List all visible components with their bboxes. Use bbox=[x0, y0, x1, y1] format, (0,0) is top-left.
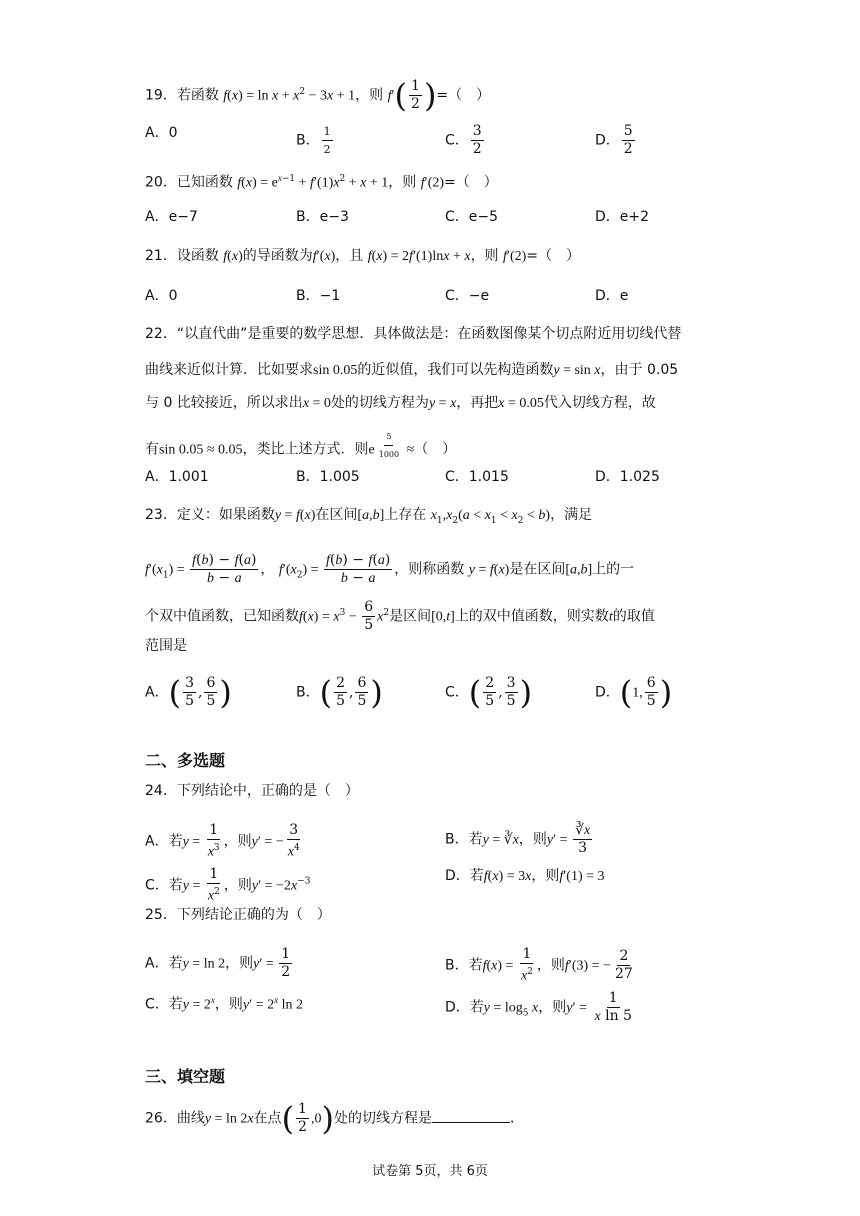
page-footer: 试卷第 5页，共 6页 bbox=[372, 1164, 488, 1179]
q23-line1: 23．定义：如果函数y = f(x)在区间[a,b]上存在 $x_1,x_2(a < x_1 < x_2 < b)$，满足 bbox=[145, 507, 593, 526]
q23-opt-b[interactable]: B．( $\frac{2}{5}$ , $\frac{6}{5}$ ) bbox=[296, 673, 383, 712]
q24-opt-b[interactable]: B．若y = ∛x，则y′ = $\frac{∛x}{3}$ bbox=[445, 822, 591, 856]
q24-opt-c[interactable]: C．若y = $\frac{1}{x^2}$ ，则$y' = -2x^{-3}$ bbox=[145, 866, 311, 904]
q21-stem: 21．设函数 f(x)的导函数为f′(x)，且 f(x) = 2f′(1)lnx + x，则 f′(2)=（ ） bbox=[145, 248, 581, 264]
q23-line3: 个双中值函数，已知函数$f(x) = x^3$ − $\frac{6}{5}$ $x^2$是区间[0,t]上的双中值函数，则实数t的取值 bbox=[145, 599, 655, 633]
q24-opt-d[interactable]: D．若f(x) = 3x，则f′(1) = 3 bbox=[445, 868, 605, 884]
q19-opt-a[interactable]: A．0 bbox=[145, 125, 178, 141]
q24-opt-a[interactable]: A．若y = $\frac{1}{x^3}$ ，则y′ = − $\frac{3}{x^4}$ bbox=[145, 822, 300, 860]
q21-opt-a[interactable]: A．0 bbox=[145, 288, 178, 304]
q23-opt-c[interactable]: C．( $\frac{2}{5}$ , $\frac{3}{5}$ ) bbox=[445, 673, 533, 712]
q25-opt-a[interactable]: A．若y = ln 2，则y′ = $\frac{1}{2}$ bbox=[145, 946, 291, 980]
q22-line3: 与 0 比较接近，所以求出x = 0处的切线方程为y = x，再把x = 0.05代入切线方程，故 bbox=[145, 395, 656, 411]
q20-opt-a[interactable]: A．e−7 bbox=[145, 209, 198, 225]
q22-opt-a[interactable]: A．1.001 bbox=[145, 469, 209, 485]
q21-opt-b[interactable]: B．−1 bbox=[296, 288, 341, 304]
q21-opt-d[interactable]: D．e bbox=[595, 288, 629, 304]
q22-opt-b[interactable]: B．1.005 bbox=[296, 469, 360, 485]
q25-opt-d[interactable]: D．若$y = \log_5 x$，则y′ = $\frac{1}{\text{x ln 5}}$ bbox=[445, 990, 632, 1024]
q22-line2: 曲线来近似计算．比如要求sin 0.05的近似值，我们可以先构造函数y = sin x，由于 0.05 bbox=[145, 362, 679, 378]
q22-line4: 有sin 0.05 ≈ 0.05，类比上述方式．则e $^{\frac{5}{1000}}$ ≈（ ） bbox=[145, 428, 456, 463]
q26-stem: 26．曲线y = ln 2x在点( $\frac{1}{2}$ ,0)处的切线方程是 ． bbox=[145, 1099, 524, 1138]
section-multi-choice: 二、多选题 bbox=[145, 751, 226, 770]
q25-opt-b[interactable]: B．若f(x) = $\frac{1}{x^2}$ ，则f′(3) = − $\frac{2}{27}$ bbox=[445, 946, 633, 984]
section-fill-in: 三、填空题 bbox=[145, 1067, 226, 1086]
q20-stem: 20．已知函数 $f(x) = e^{x-1} + f'(1)x^2 + x + 1$，则 f′(2)=（ ） bbox=[145, 173, 498, 191]
q22-opt-c[interactable]: C．1.015 bbox=[445, 469, 509, 485]
q20-opt-b[interactable]: B．e−3 bbox=[296, 209, 349, 225]
q23-opt-a[interactable]: A．( $\frac{3}{5}$ , $\frac{6}{5}$ ) bbox=[145, 673, 232, 712]
q23-line4: 范围是 bbox=[145, 638, 187, 654]
q20-opt-d[interactable]: D．e+2 bbox=[595, 209, 650, 225]
q19-opt-d[interactable]: D． $\frac{5}{2}$ bbox=[595, 123, 633, 157]
q19-opt-b[interactable]: B． $\frac{1}{2}$ bbox=[296, 125, 331, 156]
q26-answer-blank[interactable] bbox=[432, 1108, 510, 1123]
q21-opt-c[interactable]: C．−e bbox=[445, 288, 490, 304]
q25-opt-c[interactable]: C．若$y = 2^x$，则$y' = 2^x$ ln 2 bbox=[145, 995, 303, 1013]
q23-line2: $f'(x_1)$ = $\frac{f(b) - f(a)}{b - a}$ ， $f'(x_2)$ = $\frac{f(b) - f(a)}{b - a}$ ，则称函数 y = f(x)是在区间[a,b]上的一 bbox=[145, 552, 635, 586]
q19-stem: 19．若函数 $f(x) = \ln x + x^2 - 3x + 1$，则 f′( $\frac{1}{2}$ )=（ ） bbox=[145, 76, 491, 115]
q19-opt-c[interactable]: C． $\frac{3}{2}$ bbox=[445, 123, 482, 157]
q25-stem: 25．下列结论正确的为（ ） bbox=[145, 907, 331, 923]
q23-opt-d[interactable]: D．(1, $\frac{6}{5}$ ) bbox=[595, 673, 673, 712]
q20-opt-c[interactable]: C．e−5 bbox=[445, 209, 499, 225]
q22-opt-d[interactable]: D．1.025 bbox=[595, 469, 660, 485]
q24-stem: 24．下列结论中，正确的是（ ） bbox=[145, 783, 359, 799]
q22-line1: 22．“以直代曲”是重要的数学思想．具体做法是：在函数图像某个切点附近用切线代替 bbox=[145, 326, 682, 342]
